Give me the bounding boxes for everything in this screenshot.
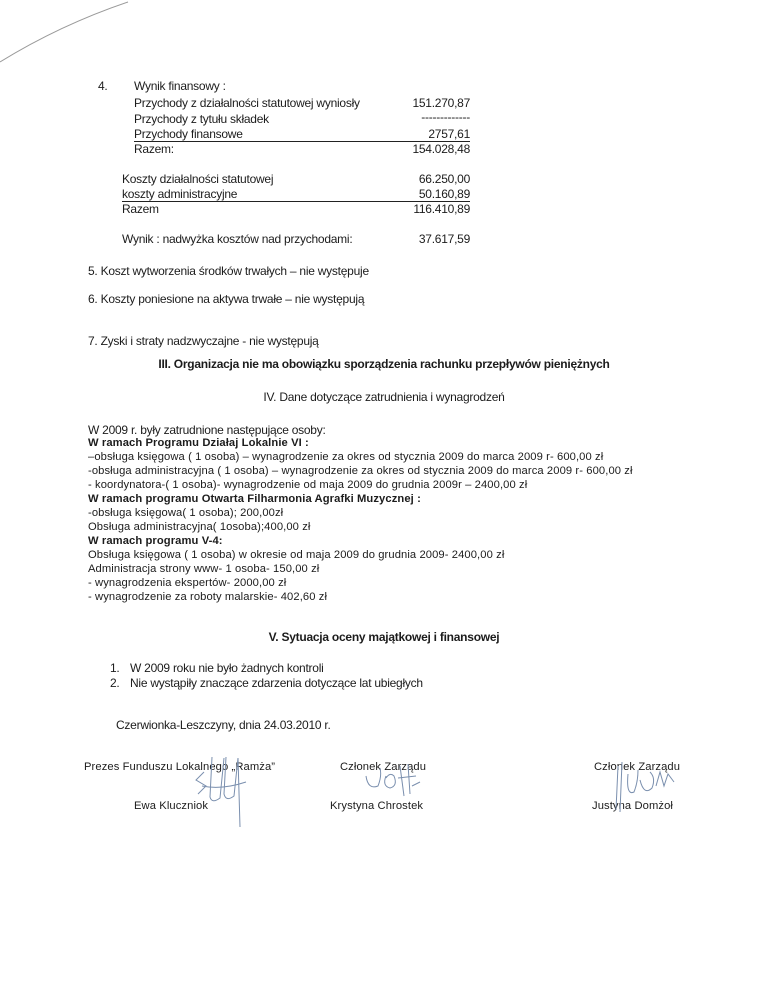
cost-label-admin: koszty administracyjne bbox=[122, 187, 370, 202]
employment-line: -obsługa administracyjna ( 1 osoba) – wynagrodzenie za okres od stycznia 2009 do marca 2009 r- 600,00 zł bbox=[88, 465, 633, 477]
employment-line: -obsługa księgowa( 1 osoba); 200,00zł bbox=[88, 507, 284, 519]
employment-line: W ramach programu Otwarta Filharmonia Agrafki Muzycznej : bbox=[88, 493, 421, 505]
section-4-title: Wynik finansowy : bbox=[134, 79, 226, 93]
heading-section-4: IV. Dane dotyczące zatrudnienia i wynagrodzeń bbox=[263, 390, 505, 404]
signatory-role: Członek Zarządu bbox=[340, 761, 427, 773]
income-label-fees: Przychody z tytułu składek bbox=[134, 112, 269, 126]
list-5-number: 2. bbox=[110, 676, 120, 690]
item-5: 5. Koszt wytworzenia środków trwałych – nie występuje bbox=[88, 264, 369, 278]
handwritten-signature bbox=[182, 742, 272, 832]
item-6: 6. Koszty poniesione na aktywa trwałe – nie występują bbox=[88, 292, 365, 306]
signatory-name: Ewa Kluczniok bbox=[134, 800, 209, 812]
employment-line: Obsługa księgowa ( 1 osoba) w okresie od maja 2009 do grudnia 2009- 2400,00 zł bbox=[88, 549, 505, 561]
income-value-fees: ------------- bbox=[421, 110, 470, 124]
income-label-statutory: Przychody z działalności statutowej wyniosły bbox=[134, 96, 360, 110]
page-corner-fold bbox=[0, 0, 130, 70]
handwritten-signature bbox=[360, 756, 430, 806]
employment-line: - koordynatora-( 1 osoba)- wynagrodzenie od maja 2009 do grudnia 2009r – 2400,00 zł bbox=[88, 479, 528, 491]
list-5-item: W 2009 roku nie było żadnych kontroli bbox=[130, 661, 324, 675]
list-5-number: 1. bbox=[110, 661, 120, 675]
employment-line: Administracja strony www- 1 osoba- 150,00 zł bbox=[88, 563, 320, 575]
result-value: 37.617,59 bbox=[418, 232, 470, 246]
employment-intro: W 2009 r. były zatrudnione następujące osoby: bbox=[88, 423, 326, 437]
employment-line: - wynagrodzenie za roboty malarskie- 402,60 zł bbox=[88, 591, 328, 603]
heading-section-5: V. Sytuacja oceny majątkowej i finansowej bbox=[268, 630, 500, 644]
item-7: 7. Zyski i straty nadzwyczajne - nie występują bbox=[88, 334, 319, 348]
income-value-financial: 2757,61 bbox=[370, 127, 470, 142]
cost-label-total: Razem bbox=[122, 202, 159, 216]
income-label-total: Razem: bbox=[134, 142, 174, 156]
cost-value-total: 116.410,89 bbox=[413, 202, 470, 216]
employment-line: Obsługa administracyjna( 1osoba);400,00 zł bbox=[88, 521, 311, 533]
heading-section-3: III. Organizacja nie ma obowiązku sporządzenia rachunku przepływów pieniężnych bbox=[158, 357, 610, 371]
employment-line: - wynagrodzenia ekspertów- 2000,00 zł bbox=[88, 577, 287, 589]
result-label: Wynik : nadwyżka kosztów nad przychodami: bbox=[122, 232, 353, 246]
signatory-role: Prezes Funduszu Lokalnego „Ramża” bbox=[84, 761, 276, 773]
signatory-role: Członek Zarządu bbox=[594, 761, 681, 773]
signatory-name: Krystyna Chrostek bbox=[330, 800, 424, 812]
cost-label-statutory: Koszty działalności statutowej bbox=[122, 172, 274, 186]
employment-line: W ramach Programu Działaj Lokalnie VI : bbox=[88, 437, 309, 449]
signatory-name: Justyna Domżoł bbox=[592, 800, 673, 812]
employment-line: W ramach programu V-4: bbox=[88, 535, 223, 547]
income-value-statutory: 151.270,87 bbox=[412, 96, 470, 110]
income-label-financial: Przychody finansowe bbox=[134, 127, 370, 142]
place-and-date: Czerwionka-Leszczyny, dnia 24.03.2010 r. bbox=[116, 718, 331, 732]
cost-value-statutory: 66.250,00 bbox=[418, 172, 470, 186]
list-5-item: Nie wystąpiły znaczące zdarzenia dotyczące lat ubiegłych bbox=[130, 676, 423, 690]
handwritten-signature bbox=[604, 752, 684, 822]
section-4-number: 4. bbox=[98, 79, 108, 93]
income-value-total: 154.028,48 bbox=[412, 142, 470, 156]
employment-line: –obsługa księgowa ( 1 osoba) – wynagrodzenie za okres od stycznia 2009 do marca 2009 r- 600,00 zł bbox=[88, 451, 604, 463]
cost-value-admin: 50.160,89 bbox=[370, 187, 470, 202]
